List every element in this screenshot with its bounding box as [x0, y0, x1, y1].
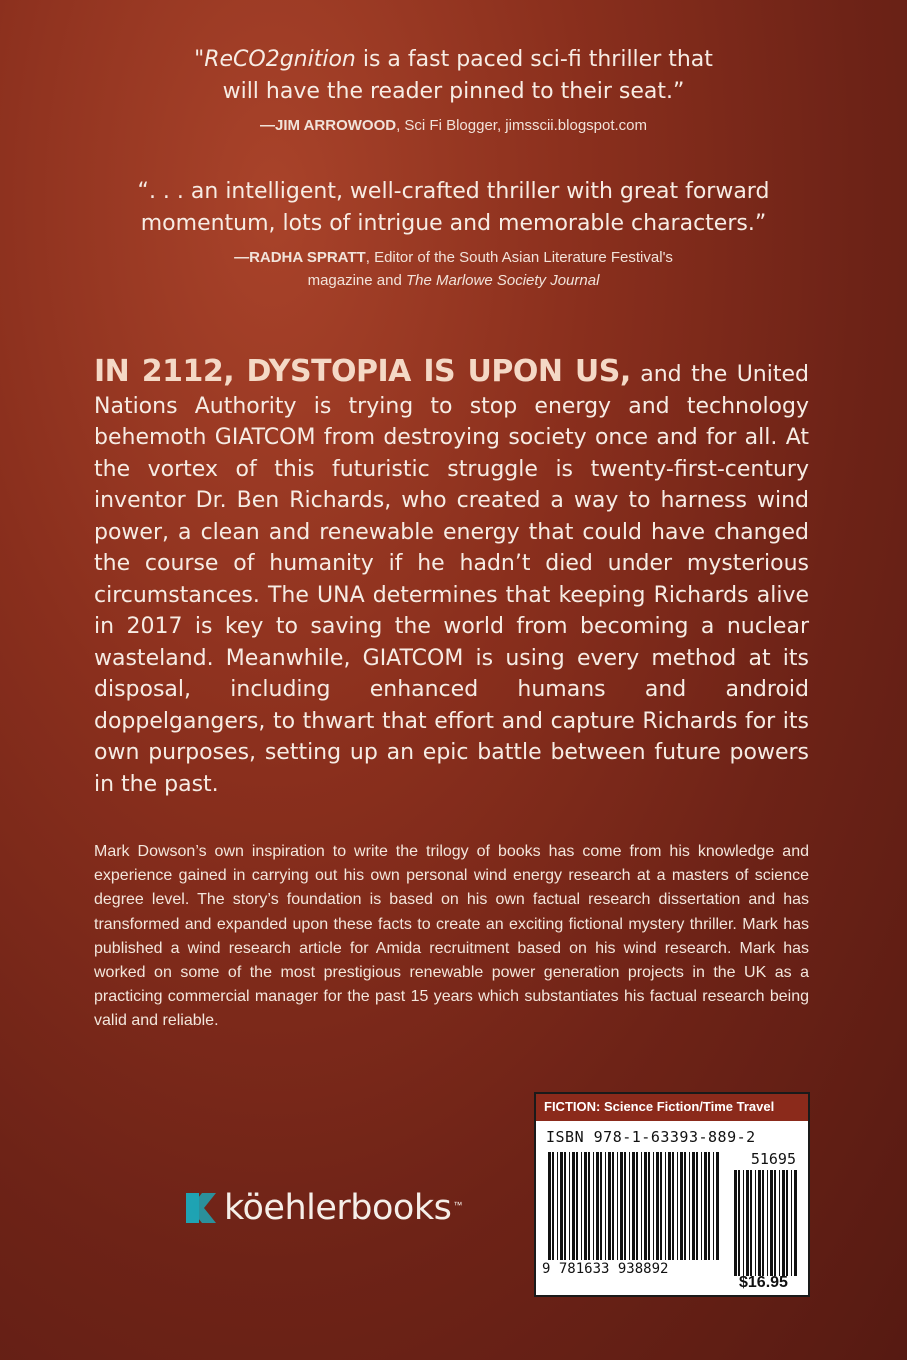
- barcode-bar: [557, 1152, 558, 1260]
- barcode-bar: [774, 1170, 776, 1276]
- barcode-bar: [758, 1170, 761, 1276]
- quote-2-role-cont: magazine and: [307, 272, 406, 289]
- quote-2-attribution: [0, 246, 907, 292]
- author-bio: Mark Dowson’s own inspiration to write the trilogy of books has come from his knowledge and experience gained in carrying out his own personal wind energy research at a masters of science degree level. The story’s foundation is based on his own factual research dissertation and has transformed and expanded upon these facts to create an exciting fictional mystery thriller. Mark has published a wind research article for Amida recruitment based on his wind research. Mark has worked on some of the most prestigious renewable power generation projects in the UK as a practicing commercial manager for the past 15 years which substantiates his factual research being valid and reliable.: [94, 843, 809, 1030]
- barcode-bar: [644, 1152, 647, 1260]
- barcode-bar: [632, 1152, 635, 1260]
- barcode-bar: [770, 1170, 773, 1276]
- quote-2-line-1: “. . . an intelligent, well-crafted thriller with great forward: [137, 179, 770, 204]
- barcode-bar: [569, 1152, 570, 1260]
- barcode-bar: [755, 1170, 756, 1276]
- barcode-bar: [564, 1152, 566, 1260]
- barcode-bar: [624, 1152, 626, 1260]
- barcode-bar: [779, 1170, 780, 1276]
- trademark-mark: ™: [453, 1200, 463, 1210]
- barcode-bar: [734, 1170, 737, 1276]
- quote-1-line-1: is a fast paced sci-fi thriller that: [355, 47, 713, 72]
- barcode-bar: [677, 1152, 678, 1260]
- addon-barcode: [734, 1170, 798, 1276]
- barcode-bar: [560, 1152, 563, 1260]
- barcode-bar: [653, 1152, 654, 1260]
- barcode-bar: [738, 1170, 740, 1276]
- barcode-bar: [620, 1152, 623, 1260]
- barcode-bar: [704, 1152, 707, 1260]
- quote-1-book-title: ReCO2gnition: [204, 47, 356, 72]
- quote-1-open-mark: ": [194, 47, 205, 72]
- barcode-bar: [767, 1170, 768, 1276]
- barcode-bar: [608, 1152, 611, 1260]
- barcode-bar: [641, 1152, 642, 1260]
- quote-2-text: [0, 176, 907, 240]
- barcode-bar: [600, 1152, 602, 1260]
- barcode-bar: [596, 1152, 599, 1260]
- barcode-bar: [701, 1152, 702, 1260]
- barcode-bar: [762, 1170, 764, 1276]
- review-quote-1: [0, 44, 907, 137]
- quote-1-attribution: [0, 114, 907, 137]
- barcode-bar: [684, 1152, 686, 1260]
- barcode-bar: [696, 1152, 698, 1260]
- barcode-box: [534, 1092, 810, 1297]
- quote-2-author: —RADHA SPRATT: [234, 249, 366, 266]
- publisher-name: köehlerbooks: [224, 1188, 452, 1228]
- barcode-bar: [660, 1152, 662, 1260]
- category-value: Science Fiction/Time Travel: [600, 1099, 775, 1114]
- isbn-text: ISBN 978-1-63393-889-2: [546, 1128, 756, 1146]
- barcode-bar: [668, 1152, 671, 1260]
- price-addon-code: 51695: [750, 1150, 796, 1168]
- barcode-bar: [552, 1152, 554, 1260]
- quote-1-line-2: will have the reader pinned to their seat.”: [222, 79, 685, 104]
- barcode-bar: [680, 1152, 683, 1260]
- publisher-logo: [186, 1188, 462, 1228]
- review-quote-2: [0, 176, 907, 292]
- barcode-bar: [665, 1152, 666, 1260]
- quote-2-role: , Editor of the South Asian Literature Festival's: [365, 249, 673, 266]
- barcode-digits: 9 781633 938892: [542, 1261, 669, 1277]
- barcode-bar: [636, 1152, 638, 1260]
- barcode-bar: [782, 1170, 785, 1276]
- barcode-bar: [581, 1152, 582, 1260]
- barcode-bar: [629, 1152, 630, 1260]
- barcode-bar: [648, 1152, 650, 1260]
- quote-2-journal: The Marlowe Society Journal: [405, 272, 600, 289]
- barcode-bar: [689, 1152, 690, 1260]
- barcode-bar: [708, 1152, 710, 1260]
- category-prefix: FICTION:: [544, 1099, 601, 1114]
- quote-2-line-2: momentum, lots of intrigue and memorable characters.”: [140, 211, 767, 236]
- book-blurb: [94, 356, 809, 800]
- barcode-bar: [617, 1152, 618, 1260]
- barcode-bar: [716, 1152, 719, 1260]
- barcode-bar: [612, 1152, 614, 1260]
- barcode-bar: [588, 1152, 590, 1260]
- blurb-text: and the United Nations Authority is trying to stop energy and technology behemoth GIATCOM from destroying society once and for all. At the vortex of this futuristic struggle is twenty-first-century inventor Dr. Ben Richards, who created a way to harness wind power, a clean and renewable energy that could have changed the course of humanity if he hadn’t died under mysterious circumstances. The UNA determines that keeping Richards alive in 2017 is key to saving the world from becoming a nuclear wasteland. Meanwhile, GIATCOM is using every method at its disposal, including enhanced humans and android doppelgangers, to thwart that effort and capture Richards for its own purposes, setting up an epic battle between future powers in the past.: [94, 362, 809, 797]
- barcode-bar: [692, 1152, 695, 1260]
- barcode-bar: [584, 1152, 587, 1260]
- quote-1-author: —JIM ARROWOOD: [259, 117, 397, 134]
- barcode-bar: [713, 1152, 714, 1260]
- barcode-bar: [572, 1152, 575, 1260]
- barcode-bar: [548, 1152, 551, 1260]
- barcode-bar: [746, 1170, 749, 1276]
- barcode-bar: [576, 1152, 578, 1260]
- barcode-bar: [786, 1170, 788, 1276]
- barcode-bar: [791, 1170, 792, 1276]
- isbn-barcode: [548, 1152, 720, 1260]
- barcode-bar: [750, 1170, 752, 1276]
- barcode-bar: [794, 1170, 797, 1276]
- quote-1-text: [0, 44, 907, 108]
- quote-1-role: , Sci Fi Blogger, jimsscii.blogspot.com: [396, 117, 648, 134]
- kohler-chevron-icon: [186, 1193, 216, 1223]
- barcode-bar: [593, 1152, 594, 1260]
- blurb-lead: IN 2112, DYSTOPIA IS UPON US,: [94, 354, 631, 389]
- barcode-bar: [605, 1152, 606, 1260]
- price-label: $16.95: [739, 1274, 788, 1291]
- barcode-bar: [656, 1152, 659, 1260]
- category-label: [536, 1094, 808, 1121]
- barcode-bar: [743, 1170, 744, 1276]
- barcode-bar: [672, 1152, 674, 1260]
